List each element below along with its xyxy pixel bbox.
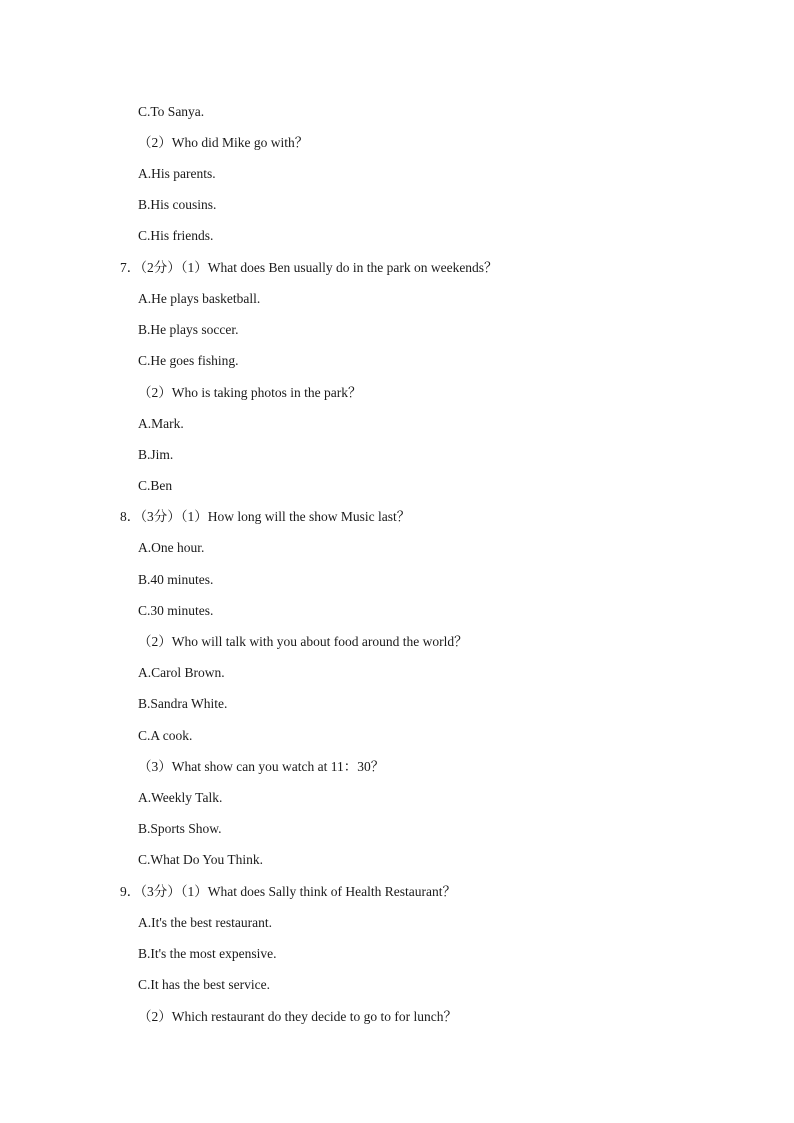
subquestion-text: （2）Who will talk with you about food around the world？ xyxy=(138,634,468,649)
option-text: C.A cook. xyxy=(138,728,193,743)
option-text: A.Mark. xyxy=(138,416,184,431)
option-text: B.He plays soccer. xyxy=(138,322,239,337)
option-text: C.His friends. xyxy=(138,228,214,243)
option-text: A.It's the best restaurant. xyxy=(138,915,273,930)
option-text: C.It has the best service. xyxy=(138,977,270,992)
option-text: B.His cousins. xyxy=(138,197,217,212)
option-text: A.One hour. xyxy=(138,540,205,555)
question-7-text: 7．（2分）（1）What does Ben usually do in the park on weekends？ xyxy=(120,260,498,275)
option-text: B.40 minutes. xyxy=(138,572,214,587)
option-text: B.Sports Show. xyxy=(138,821,222,836)
option-text: B.Jim. xyxy=(138,447,174,462)
option-text: B.Sandra White. xyxy=(138,696,228,711)
option-text: A.He plays basketball. xyxy=(138,291,261,306)
option-text: C.Ben xyxy=(138,478,173,493)
subquestion-text: （2）Who did Mike go with？ xyxy=(138,135,309,150)
option-text: A.His parents. xyxy=(138,166,216,181)
question-9-text: 9．（3分）（1）What does Sally think of Health Restaurant？ xyxy=(120,884,456,899)
option-text: C.He goes fishing. xyxy=(138,353,239,368)
option-text: A.Weekly Talk. xyxy=(138,790,223,805)
option-text: C.What Do You Think. xyxy=(138,852,264,867)
option-text: A.Carol Brown. xyxy=(138,665,225,680)
question-8-text: 8．（3分）（1）How long will the show Music last？ xyxy=(120,509,411,524)
option-text: C.30 minutes. xyxy=(138,603,214,618)
option-text: B.It's the most expensive. xyxy=(138,946,277,961)
subquestion-text: （3）What show can you watch at 11：30？ xyxy=(138,759,385,774)
option-text: C.To Sanya. xyxy=(138,104,205,119)
subquestion-text: （2）Which restaurant do they decide to go to for lunch？ xyxy=(138,1009,458,1024)
subquestion-text: （2）Who is taking photos in the park？ xyxy=(138,385,362,400)
